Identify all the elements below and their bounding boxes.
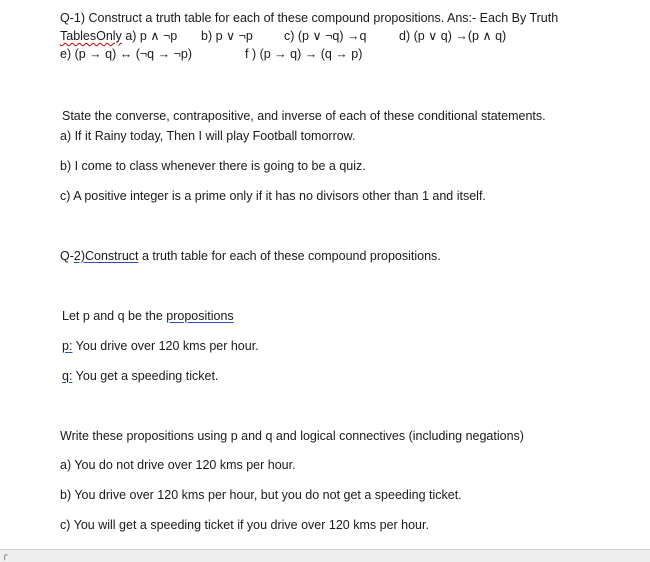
propositions-word: propositions (166, 309, 234, 323)
q2-construct-text: 2)Construct (73, 249, 139, 263)
q2-rest: a truth table for each of these compound propositions. (138, 249, 441, 263)
q1-e: e) (p → q) ↔ (¬q → ¬p) (60, 47, 192, 61)
q1-heading: Q-1) Construct a truth table for each of these compound propositions. Ans:- Each By Truth (60, 11, 559, 25)
p-label: p: (62, 339, 73, 353)
bottom-bar (0, 549, 650, 562)
q2-prefix: Q- (60, 249, 74, 263)
props-let-text: Let p and q be the (62, 309, 167, 323)
tables-only-text: TablesOnly (60, 29, 122, 43)
converse-intro: State the converse, contrapositive, and inverse of each of these conditional statements. (62, 109, 546, 123)
converse-b: b) I come to class whenever there is going to be a quiz. (60, 159, 366, 173)
props-let (62, 308, 234, 324)
q1-c: c) (p ∨ ¬q) →q (284, 29, 367, 43)
converse-c: c) A positive integer is a prime only if it has no divisors other than 1 and itself. (60, 189, 486, 203)
prop-q (62, 368, 218, 384)
q1-line2 (60, 28, 177, 44)
prop-p (62, 338, 259, 354)
write-b: b) You drive over 120 kms per hour, but you do not get a speeding ticket. (60, 488, 462, 502)
write-c: c) You will get a speeding ticket if you drive over 120 kms per hour. (60, 518, 429, 532)
p-text: You drive over 120 kms per hour. (72, 339, 259, 353)
write-intro: Write these propositions using p and q and logical connectives (including negations) (60, 429, 524, 443)
q-label: q: (62, 369, 73, 383)
converse-a: a) If it Rainy today, Then I will play Football tomorrow. (60, 129, 356, 143)
q1-d: d) (p ∨ q) →(p ∧ q) (399, 29, 507, 43)
write-a: a) You do not drive over 120 kms per hour. (60, 458, 296, 472)
q-text: You get a speeding ticket. (72, 369, 219, 383)
corner-mark-icon: ╭ (2, 550, 8, 560)
q1-b: b) p ∨ ¬p (201, 29, 253, 43)
q1-a: a) p ∧ ¬p (125, 29, 178, 43)
q2-heading (60, 248, 441, 264)
q1-f: f ) (p → q) → (q → p) (245, 47, 363, 61)
